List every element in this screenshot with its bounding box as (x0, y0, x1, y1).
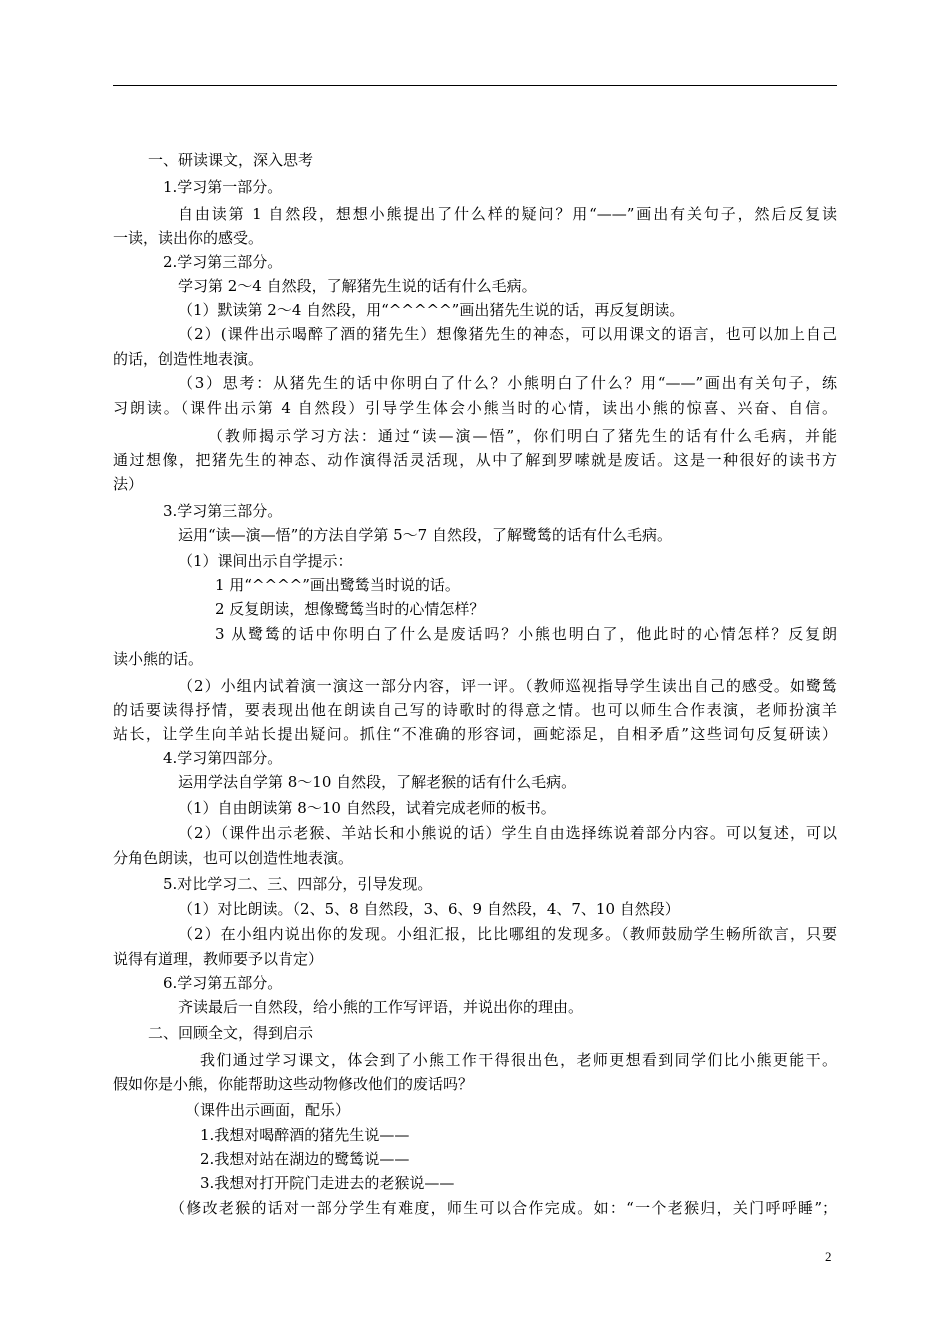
paragraph-line: 齐读最后一自然段，给小熊的工作写评语，并说出你的理由。 (178, 998, 584, 1016)
paragraph-line: 我们通过学习课文，体会到了小熊工作干得很出色，老师更想看到同学们比小熊更能干。 (200, 1051, 837, 1069)
section-heading-2: 二、回顾全文，得到启示 (148, 1024, 314, 1042)
paragraph-line: （2）(课件出示喝醉了酒的猪先生）想像猪先生的神态，可以用课文的语言，也可以加上自己 (178, 325, 837, 343)
list-item: 3.我想对打开院门走进去的老猴说—— (200, 1174, 455, 1192)
list-item: 3 从鹭鸶的话中你明白了什么是废话吗？小熊也明白了，他此时的心情怎样？反复朗 (215, 625, 837, 643)
paragraph-line: 的话要读得抒情，要表现出他在朗读自己写的诗歌时的得意之情。也可以师生合作表演，老师扮演羊 (113, 701, 837, 719)
paragraph-line: （教师揭示学习方法：通过“读—演—悟”，你们明白了猪先生的话有什么毛病，并能 (208, 427, 837, 445)
paragraph-line: 说得有道理，教师要予以肯定） (113, 950, 324, 968)
paragraph-line: （1）对比朗读。（2、5、8 自然段，3、6、9 自然段，4、7、10 自然段） (178, 900, 680, 918)
header-rule (113, 85, 837, 86)
paragraph-line: （修改老猴的话对一部分学生有难度，师生可以合作完成。如：“一个老猴归，关门呼呼睡”； (170, 1199, 837, 1217)
paragraph-line: 习朗读。（课件出示第 4 自然段）引导学生体会小熊当时的心情，读出小熊的惊喜、兴奋、自信。 (113, 399, 837, 417)
subheading: 6.学习第五部分。 (163, 974, 283, 992)
paragraph-line: （1）默读第 2～4 自然段，用“^^^^^”画出猪先生说的话，再反复朗读。 (178, 301, 685, 319)
list-item: 1 用“^^^^”画出鹭鸶当时说的话。 (215, 576, 460, 594)
subheading: 3.学习第三部分。 (163, 502, 283, 520)
paragraph-line: （1）课间出示自学提示： (178, 552, 353, 570)
paragraph-line: 运用“读—演—悟”的方法自学第 5～7 自然段，了解鹭鸶的话有什么毛病。 (178, 526, 672, 544)
paragraph-line: 分角色朗读，也可以创造性地表演。 (113, 849, 354, 867)
paragraph-line: （3）思考：从猪先生的话中你明白了什么？小熊明白了什么？用“——”画出有关句子，练 (178, 374, 837, 392)
paragraph-line: 自由读第 1 自然段，想想小熊提出了什么样的疑问？用“——”画出有关句子，然后反复读 (178, 205, 837, 223)
paragraph-line: 站长，让学生向羊站长提出疑问。抓住“不准确的形容词，画蛇添足，自相矛盾”这些词句反复研读） (113, 725, 837, 743)
subheading: 5.对比学习二、三、四部分，引导发现。 (163, 875, 433, 893)
subheading: 2.学习第三部分。 (163, 253, 283, 271)
subheading: 4.学习第四部分。 (163, 749, 283, 767)
paragraph-line: 学习第 2～4 自然段，了解猪先生说的话有什么毛病。 (178, 277, 537, 295)
list-item: 2.我想对站在湖边的鹭鸶说—— (200, 1150, 410, 1168)
paragraph-line: 读小熊的话。 (113, 650, 204, 668)
section-heading-1: 一、研读课文，深入思考 (148, 151, 314, 169)
list-item: 1.我想对喝醉酒的猪先生说—— (200, 1126, 410, 1144)
paragraph-line: 通过想像，把猪先生的神态、动作演得活灵活现，从中了解到罗嗦就是废话。这是一种很好的读书方 (113, 451, 837, 469)
list-item: 2 反复朗读，想像鹭鸶当时的心情怎样？ (215, 600, 485, 618)
paragraph-line: （2）小组内试着演一演这一部分内容，评一评。（教师巡视指导学生读出自己的感受。如鹭鸶 (178, 677, 837, 695)
page-number: 2 (825, 1249, 832, 1264)
paragraph-line: 运用学法自学第 8～10 自然段，了解老猴的话有什么毛病。 (178, 773, 577, 791)
paragraph-line: （2）（课件出示老猴、羊站长和小熊说的话）学生自由选择练说着部分内容。可以复述，可以 (178, 824, 837, 842)
paragraph-line: 假如你是小熊，你能帮助这些动物修改他们的废话吗？ (113, 1075, 474, 1093)
subheading: 1.学习第一部分。 (163, 178, 283, 196)
paragraph-line: 一读，读出你的感受。 (113, 229, 264, 247)
paragraph-line: 的话，创造性地表演。 (113, 350, 264, 368)
paragraph-line: （2）在小组内说出你的发现。小组汇报，比比哪组的发现多。（教师鼓励学生畅所欲言，只要 (178, 925, 837, 943)
paragraph-line: （课件出示画面，配乐） (185, 1101, 351, 1119)
paragraph-line: （1）自由朗读第 8～10 自然段，试着完成老师的板书。 (178, 799, 556, 817)
paragraph-line: 法） (113, 475, 144, 493)
